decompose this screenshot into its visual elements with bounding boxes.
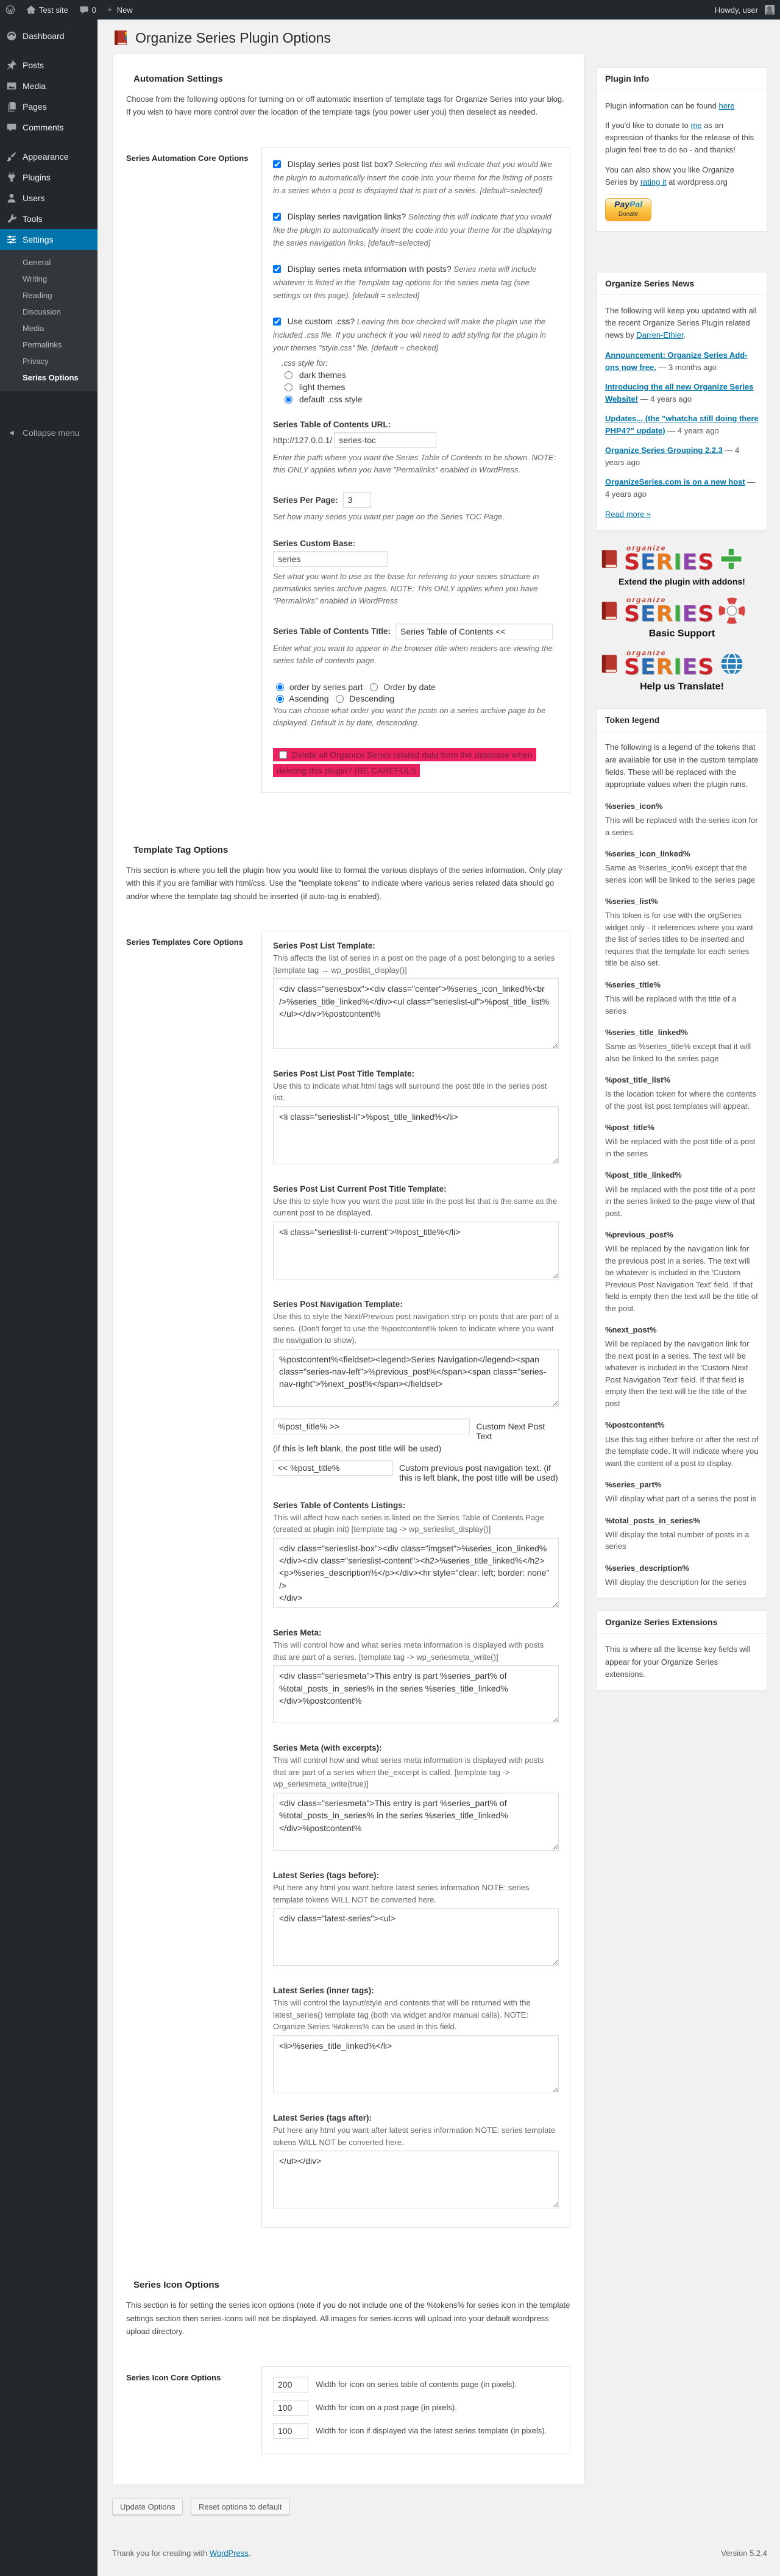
menu-separator — [0, 138, 98, 146]
latest-inner-textarea[interactable] — [273, 2035, 559, 2093]
comments-menu[interactable] — [74, 0, 102, 20]
icon-width-post-input[interactable] — [273, 2400, 308, 2416]
news-link[interactable]: OrganizeSeries.com is on a new host — [605, 477, 745, 487]
icon-width-toc-row — [273, 2377, 559, 2393]
latest-inner-field — [273, 1986, 559, 2095]
text: The following will keep you updated with all the recent Organize Series Plugin related news by — [605, 305, 757, 340]
support-banner[interactable] — [597, 595, 767, 639]
pushpin-icon — [6, 60, 17, 71]
text: Thank you for creating with — [112, 2548, 210, 2558]
icon-width-post-row — [273, 2400, 559, 2416]
update-options-button[interactable]: Update Options — [112, 2499, 183, 2515]
banner-caption: Extend the plugin with addons! — [619, 577, 745, 587]
option-label: Use custom .css? — [287, 316, 355, 326]
text: at wordpress.org — [666, 177, 728, 187]
latest-before-textarea[interactable] — [273, 1908, 559, 1966]
post-list-template-textarea[interactable] — [273, 978, 559, 1048]
text: If you'd like to donate to — [605, 121, 691, 130]
radio-label: light themes — [299, 382, 346, 392]
delete-data-warning-row — [273, 747, 559, 779]
new-label: New — [116, 5, 133, 15]
radio-label: dark themes — [299, 369, 346, 380]
banner-caption: Help us Translate! — [640, 681, 724, 692]
settings-submenu — [0, 250, 98, 391]
option-label: Display series navigation links? — [287, 211, 406, 221]
sidebar-item-users[interactable] — [0, 188, 98, 208]
brand-small-text: organize — [626, 596, 667, 605]
option-nav-links — [273, 210, 559, 250]
content-area — [98, 20, 780, 2576]
field-desc: Use this to style how you want the post title in the post list that is the same as the current post to be displayed. — [273, 1196, 558, 1218]
sidebar-item-dashboard[interactable] — [0, 26, 98, 46]
right-sidebar-column — [597, 54, 767, 1703]
token-desc: This will be replaced with the title of a series — [605, 994, 737, 1016]
sidebar-item-posts[interactable] — [0, 55, 98, 76]
post-title-template-field — [273, 1069, 559, 1166]
default-css-radio[interactable] — [285, 396, 292, 404]
brand-big-text: SERIES — [624, 550, 715, 575]
home-icon — [26, 5, 36, 15]
css-style-dark — [282, 369, 559, 380]
text: . — [248, 2548, 251, 2558]
extensions-box — [597, 1610, 767, 1690]
series-news-box — [597, 272, 767, 532]
plugin-info-p2 — [605, 119, 759, 156]
howdy-text: Howdy, user — [714, 5, 758, 15]
news-time: — 4 years ago — [667, 425, 719, 435]
order-dir-row — [273, 693, 559, 703]
series-news-heading: Organize Series News — [597, 272, 767, 295]
sidebar-label: Settings — [23, 235, 54, 244]
news-item — [605, 413, 759, 436]
page-title-text: Organize Series Plugin Options — [135, 29, 331, 46]
sidebar-label: Plugins — [23, 173, 51, 182]
red-book-icon — [599, 599, 620, 623]
radio-label: Ascending — [289, 693, 329, 703]
option-series-meta — [273, 262, 559, 302]
post-title-template-textarea[interactable] — [273, 1106, 559, 1164]
post-list-box-checkbox[interactable] — [273, 160, 281, 168]
ascending-radio[interactable] — [276, 695, 284, 703]
icon-width-latest-input[interactable] — [273, 2423, 308, 2439]
submenu-reading[interactable]: Reading — [23, 291, 52, 300]
reset-options-button[interactable]: Reset options to default — [191, 2499, 290, 2515]
css-style-light — [282, 382, 559, 392]
toc-listings-textarea[interactable] — [273, 1538, 559, 1608]
green-plus-icon — [718, 546, 744, 572]
main-settings-column — [112, 54, 584, 2515]
field-desc: This will control how and what series meta information is displayed with posts that are part of a series when the_excerpt is called. [template tag -> wp_seriesmeta_write(true)] — [273, 1756, 544, 1789]
latest-after-textarea[interactable] — [273, 2151, 559, 2208]
toc-url-desc: Enter the path where you want the Series Table of Contents to be shown. NOTE: this ONLY applies when you have "Permalinks" enabled in WordPress. — [273, 452, 556, 474]
dashboard-icon — [6, 30, 17, 41]
order-desc: You can choose what order you want the posts on a series archive page to be displayed. Default is by date, descending. — [273, 705, 546, 728]
icon-core-label: Series Icon Core Options — [126, 2372, 221, 2382]
menu-separator — [0, 46, 98, 55]
series-meta-field — [273, 1628, 559, 1725]
token-name: %series_description% — [605, 1563, 690, 1573]
rating-link[interactable]: rating it — [640, 177, 667, 187]
media-icon — [6, 80, 17, 91]
token-name: %series_icon_linked% — [605, 849, 690, 859]
admin-sidebar — [0, 20, 98, 2576]
paypal-donate-label: Donate — [618, 211, 639, 218]
latest-after-field — [273, 2113, 559, 2210]
token-desc: Will display the description for the series — [605, 1577, 746, 1587]
custom-base-label: Series Custom Base: — [273, 539, 356, 549]
series-brand-logo — [624, 596, 714, 625]
news-item — [605, 381, 759, 405]
collapse-menu-button[interactable] — [0, 423, 98, 443]
field-desc: This affects the list of series in a post on the page of a post belonging to a series [template tag → wp_postlist_display()] — [273, 953, 555, 975]
token-name: %series_part% — [605, 1480, 662, 1490]
footer-version: Version 5.2.4 — [721, 2548, 767, 2558]
token-desc: Will be replaced with the post title of a post in the series linked to the page view of that post. — [605, 1184, 756, 1218]
text: Plugin information can be found — [605, 101, 719, 110]
news-time: — 3 months ago — [658, 362, 717, 372]
read-more-link[interactable]: Read more » — [605, 510, 651, 519]
toc-url-label: Series Table of Contents URL: — [273, 419, 391, 429]
submenu-general[interactable]: General — [23, 258, 51, 267]
option-desc: Leaving this box checked will make the plugin use the included .css file. If you uncheck it you will need to add styling for the plugin in your themes "style.css" file. [default = checked] — [273, 316, 547, 353]
field-desc: This will control the layout/style and contents that will be returned with the latest_series() template tag (both via widget and/or manual calls). NOTE: Organize Series %tokens% can be used in this field. — [273, 1998, 531, 2032]
option-desc: Series meta will include whatever is listed in the Template tag options for the series meta tag (see settings on this page). [default = selected] — [273, 264, 537, 301]
toc-listings-field — [273, 1501, 559, 1610]
submenu-series-options[interactable]: Series Options — [23, 373, 79, 382]
field-label: Series Meta (with excerpts): — [273, 1743, 382, 1753]
sidebar-item-media[interactable] — [0, 76, 98, 96]
series-meta-excerpt-field — [273, 1743, 559, 1852]
delete-data-checkbox[interactable] — [279, 751, 287, 759]
news-link[interactable]: Updates... (the "whatcha still doing there PHP4?" update) — [605, 414, 759, 435]
custom-next-row — [273, 1418, 559, 1441]
per-page-input[interactable] — [343, 492, 371, 508]
toc-url-prefix: http://127.0.0.1/ — [273, 435, 333, 445]
token-desc: Will display the total number of posts in a series — [605, 1529, 750, 1551]
option-custom-css — [273, 315, 559, 355]
icon-width-toc-input[interactable] — [273, 2377, 308, 2393]
submenu-privacy[interactable]: Privacy — [23, 357, 49, 366]
series-brand-logo — [624, 649, 714, 678]
per-page-row — [273, 492, 559, 508]
settings-icon — [6, 234, 17, 245]
comment-bubble-icon — [79, 5, 89, 15]
token-name: %series_title_linked% — [605, 1028, 688, 1037]
pages-icon — [6, 101, 17, 112]
news-time: — 4 years ago — [605, 477, 756, 499]
news-intro — [605, 305, 759, 341]
news-time: — 4 years ago — [605, 446, 740, 467]
token-name: %series_icon% — [605, 801, 663, 811]
sidebar-item-plugins[interactable] — [0, 167, 98, 188]
series-meta-excerpt-textarea[interactable] — [273, 1793, 559, 1851]
submenu-permalinks[interactable]: Permalinks — [23, 340, 62, 349]
token-legend-heading: Token legend — [597, 709, 767, 731]
field-desc: Use this to indicate what html tags will surround the post title in the series post list. — [273, 1081, 547, 1103]
token-desc: Will be replaced with the post title of a post in the series — [605, 1137, 756, 1158]
token-name: %post_title_linked% — [605, 1170, 682, 1180]
warning-label-text: Delete all Organize Series related data from the database when deleting this plugin? (BE CAREFUL!) — [277, 750, 533, 776]
token-desc: This will be replaced with the series icon for a series. — [605, 816, 758, 837]
token-desc: This token is for use with the orgSeries widget only - it references where you want the list of series titles to be inserted and requires that the template for each series title be also set. — [605, 911, 753, 968]
token-name: %post_title% — [605, 1123, 654, 1133]
site-name: Test site — [39, 5, 68, 15]
sidebar-item-pages[interactable] — [0, 96, 98, 117]
order-by-row — [273, 681, 559, 692]
custom-base-input[interactable] — [273, 551, 388, 567]
option-desc: Selecting this will indicate that you would like the plugin to automatically insert the code into your theme for the listing of posts in a series when a post is displayed that is part of a series. [default=selected] — [273, 159, 553, 196]
submenu-discussion[interactable]: Discussion — [23, 307, 61, 316]
field-desc: Put here any html you want before latest series information NOTE: series template tokens WILL NOT be converted here. — [273, 1883, 530, 1904]
sidebar-item-appearance[interactable] — [0, 146, 98, 167]
news-item — [605, 349, 759, 373]
custom-base-desc: Set what you want to use as the base for referring to your series structure in permalinks series archive pages. NOTE: This ONLY applies when you have "Permalinks" enabled in WordPress — [273, 572, 539, 606]
text: as an expression of thanks for the release of this plugin feel free to do so - and thanks! — [605, 121, 754, 155]
sidebar-label: Posts — [23, 60, 44, 70]
icon-control-box — [261, 2366, 570, 2454]
sidebar-item-settings[interactable] — [0, 229, 98, 250]
field-label: Series Post Navigation Template: — [273, 1300, 403, 1309]
current-post-title-template-field — [273, 1184, 559, 1281]
icon-width-desc: Width for icon on a post page (in pixels). — [316, 2403, 457, 2413]
footer-thanks — [112, 2549, 250, 2558]
submenu-writing[interactable]: Writing — [23, 274, 48, 283]
text: Pay — [614, 199, 629, 210]
collapse-label: Collapse menu — [23, 428, 80, 438]
token-desc: Will display what part of a series the post is — [605, 1494, 757, 1504]
brand-big-text: SERIES — [624, 655, 715, 680]
paypal-logo — [614, 200, 642, 208]
template-tag-heading: Template Tag Options — [133, 844, 229, 855]
translate-banner[interactable] — [597, 648, 767, 692]
icon-width-desc: Width for icon if displayed via the latest series template (in pixels). — [316, 2426, 547, 2436]
series-meta-textarea[interactable] — [273, 1665, 559, 1723]
extensions-heading: Organize Series Extensions — [597, 1611, 767, 1634]
token-name: %postcontent% — [605, 1420, 665, 1430]
token-name: %post_title_list% — [605, 1075, 670, 1085]
avatar — [765, 5, 775, 15]
form-actions — [112, 2499, 584, 2515]
token-desc: Same as %series_icon% except that the series icon will be linked to the series page — [605, 863, 756, 884]
text: . — [683, 330, 686, 340]
dark-themes-radio[interactable] — [285, 371, 292, 379]
admin-footer — [112, 2549, 767, 2558]
sidebar-item-comments[interactable] — [0, 117, 98, 138]
read-more — [605, 508, 759, 521]
descending-radio[interactable] — [336, 695, 344, 703]
plus-icon: + — [107, 4, 113, 15]
field-label: Latest Series (inner tags): — [273, 1986, 374, 1996]
field-label: Series Post List Post Title Template: — [273, 1069, 415, 1078]
wp-logo-menu[interactable] — [0, 0, 21, 20]
custom-next-note: (if this is left blank, the post title will be used) — [273, 1443, 442, 1453]
sidebar-label: Tools — [23, 214, 43, 224]
brand-small-text: organize — [626, 649, 667, 658]
templates-control-box — [261, 931, 570, 2228]
plugin-info-here-link[interactable]: here — [718, 101, 735, 110]
news-link[interactable]: Introducing the all new Organize Series Website! — [605, 382, 754, 404]
option-label: Display series meta information with posts? — [287, 263, 452, 274]
automation-core-label: Series Automation Core Options — [126, 153, 249, 163]
toc-title-row — [273, 624, 559, 639]
field-label: Latest Series (tags before): — [273, 1871, 380, 1880]
new-content-menu[interactable] — [102, 0, 138, 20]
plug-icon — [6, 172, 17, 183]
wordpress-link[interactable]: WordPress — [209, 2548, 249, 2558]
token-desc: Will be replaced by the navigation link for the previous post in a series. The text will be whatever is included in the 'Custom Previous Post Navigation Text' field. If that field is empty then the text will be the title of the post. — [605, 1244, 758, 1313]
template-tag-intro: This section is where you tell the plugin how you would like to format the various displays of the series information. Only play with this if you are familiar with html/css. Use the "template tokens" to indicate where various series related data should go and/or where the template tag should be inserted (if auto-tag is enabled). — [126, 865, 562, 901]
collapse-arrow-icon: ◀ — [9, 429, 14, 436]
field-label: Series Post List Current Post Title Template: — [273, 1184, 447, 1194]
text: You can also show you like Organize Series by — [605, 165, 734, 187]
series-brand-logo — [624, 544, 714, 574]
donate-me-link[interactable]: me — [690, 121, 702, 130]
brand-small-text: organize — [626, 544, 667, 553]
css-style-for-label: .css style for: — [282, 358, 328, 368]
icon-width-desc: Width for icon on series table of contents page (in pixels). — [316, 2380, 517, 2389]
page-title — [112, 20, 767, 54]
news-item — [605, 444, 759, 468]
current-post-title-template-textarea[interactable] — [273, 1222, 559, 1279]
red-book-icon — [599, 652, 620, 676]
toc-title-label: Series Table of Contents Title: — [273, 627, 391, 636]
field-label: Series Table of Contents Listings: — [273, 1500, 406, 1510]
comments-count: 0 — [91, 5, 96, 15]
plugin-info-p3 — [605, 164, 759, 188]
text: Pal — [629, 199, 642, 210]
token-name: %next_post% — [605, 1325, 657, 1335]
token-desc: Use this tag either before or after the rest of the template code. It will indicate where you want the content of a post to display. — [605, 1434, 759, 1468]
token-desc: Will be replaced by the navigation link for the next post in a series. The text will be whatever is included in the 'Custom Next Post Navigation Text' field. If that field is empty then the text will be the title of the post — [605, 1339, 750, 1408]
custom-prev-input[interactable] — [273, 1460, 393, 1476]
globe-icon — [718, 650, 745, 677]
toc-url-input[interactable] — [334, 432, 436, 448]
user-icon — [6, 193, 17, 204]
per-page-desc: Set how many series you want per page on the Series TOC Page. — [273, 512, 505, 522]
custom-css-checkbox[interactable] — [273, 318, 281, 326]
sidebar-item-tools[interactable] — [0, 208, 98, 229]
red-book-icon — [112, 29, 129, 46]
icon-width-latest-row — [273, 2423, 559, 2439]
comments-icon — [6, 122, 17, 133]
news-link[interactable]: Organize Series Grouping 2.2.3 — [605, 446, 723, 455]
token-name: %previous_post% — [605, 1230, 673, 1240]
addons-banner[interactable] — [597, 543, 767, 586]
my-account-menu[interactable] — [709, 0, 780, 20]
post-nav-template-field — [273, 1300, 559, 1482]
author-link[interactable]: Darren-Ethier — [636, 330, 684, 340]
radio-label: Order by date — [383, 681, 436, 692]
series-options-form — [112, 54, 584, 2485]
sidebar-label: Media — [23, 81, 46, 91]
delete-data-warning[interactable] — [273, 748, 536, 777]
field-desc: This will control how and what series meta information is displayed with posts that are part of a series. [template tag -> wp_seriesmeta_write()] — [273, 1640, 544, 1662]
site-name-menu[interactable] — [21, 0, 74, 20]
field-desc: Put here any html you want after latest series information NOTE: series template tokens WILL NOT be converted here. — [273, 2126, 556, 2147]
per-page-label: Series Per Page: — [273, 495, 338, 505]
option-post-list-box — [273, 157, 559, 197]
custom-prev-row — [273, 1460, 559, 1482]
submenu-media[interactable]: Media — [23, 324, 44, 333]
series-icon-heading: Series Icon Options — [133, 2280, 219, 2291]
automation-intro: Choose from the following options for turning on or off automatic insertion of template tags for Organize Series into your blog. If you wish to have more control over the location of the template tags (you power user you) then deselect as needed. — [126, 94, 564, 117]
latest-before-field — [273, 1871, 559, 1968]
radio-label: order by series part — [289, 681, 363, 692]
plugin-info-p1 — [605, 100, 759, 112]
banner-caption: Basic Support — [648, 628, 715, 639]
toc-title-desc: Enter what you want to appear in the browser title when readers are viewing the series table of contents page. — [273, 643, 553, 665]
nav-links-checkbox[interactable] — [273, 213, 281, 221]
css-style-default — [282, 394, 559, 404]
news-item — [605, 476, 759, 500]
sidebar-label: Users — [23, 193, 45, 203]
sidebar-label: Pages — [23, 102, 47, 112]
field-label: Latest Series (tags after): — [273, 2113, 372, 2123]
templates-core-label: Series Templates Core Options — [126, 938, 243, 947]
post-list-template-field — [273, 941, 559, 1050]
token-name: %series_title% — [605, 980, 661, 989]
wrench-icon — [6, 213, 17, 224]
sidebar-label: Comments — [23, 123, 64, 132]
field-label: Series Post List Template: — [273, 941, 375, 951]
brand-big-text: SERIES — [624, 602, 715, 627]
token-legend-intro: The following is a legend of the tokens that are available for use in the custom template fields. These will be replaced with the appropriate values when the plugin runs. — [605, 742, 759, 789]
order-by-date-radio[interactable] — [370, 683, 378, 691]
news-time: — 4 years ago — [640, 394, 692, 404]
red-book-icon — [599, 547, 620, 571]
brush-icon — [6, 151, 17, 162]
option-label: Display series post list box? — [287, 158, 393, 169]
sidebar-label: Dashboard — [23, 31, 65, 41]
field-desc: This will affect how each series is listed on the Series Table of Contents Page (created at plugin init) [template tag -> wp_serieslist_display()] — [273, 1512, 544, 1534]
toc-url-row — [273, 432, 559, 448]
life-ring-icon — [718, 597, 745, 624]
custom-prev-label: Custom previous post navigation text. (if this is left blank, the post title will be used) — [399, 1462, 558, 1482]
paypal-donate-button[interactable] — [605, 198, 651, 221]
custom-next-label: Custom Next Post Text — [476, 1421, 545, 1441]
automation-control-box — [261, 147, 570, 793]
radio-label: default .css style — [299, 394, 363, 404]
custom-next-input[interactable] — [273, 1418, 470, 1434]
order-by-part-radio[interactable] — [276, 683, 284, 691]
extensions-body: This is where all the license key fields will appear for your Organize Series extensions. — [605, 1645, 751, 1679]
field-label: Series Meta: — [273, 1628, 322, 1638]
token-name: %total_posts_in_series% — [605, 1515, 701, 1525]
token-desc: Is the location token for where the contents of the post list post templates will appear. — [605, 1089, 756, 1111]
radio-label: Descending — [349, 693, 395, 703]
token-name: %series_list% — [605, 897, 658, 906]
wordpress-logo-icon — [5, 5, 15, 15]
plugin-info-box — [597, 67, 767, 232]
automation-settings-heading: Automation Settings — [133, 74, 223, 84]
light-themes-radio[interactable] — [285, 383, 292, 391]
news-link[interactable]: Announcement: Organize Series Add-ons now free. — [605, 350, 748, 372]
admin-bar — [0, 0, 780, 20]
sidebar-label: Appearance — [23, 152, 69, 162]
field-desc: Use this to style the Next/Previous post navigation strip on posts that are part of a series. (Don't forget to use the %postcontent% token to indicate where you want the navigation to show). — [273, 1312, 559, 1345]
series-icon-intro: This section is for setting the series icon options (note if you do not include one of the %tokens% for series icon in the template settings section then series-icons will not be displayed. All images for series-icons will upload into your default wordpress upload directory. — [126, 2300, 570, 2336]
toc-title-input[interactable] — [395, 624, 553, 639]
series-meta-checkbox[interactable] — [273, 265, 281, 273]
option-desc: Selecting this will indicate that you would like the plugin to automatically insert the code into your theme for the displaying the series navigation links. [default=selected] — [273, 212, 552, 248]
post-nav-template-textarea[interactable] — [273, 1349, 559, 1407]
token-legend-box — [597, 708, 767, 1598]
token-desc: Same as %series_title% except that it will also be linked to the series page — [605, 1042, 751, 1063]
plugin-info-heading: Plugin Info — [597, 68, 767, 90]
